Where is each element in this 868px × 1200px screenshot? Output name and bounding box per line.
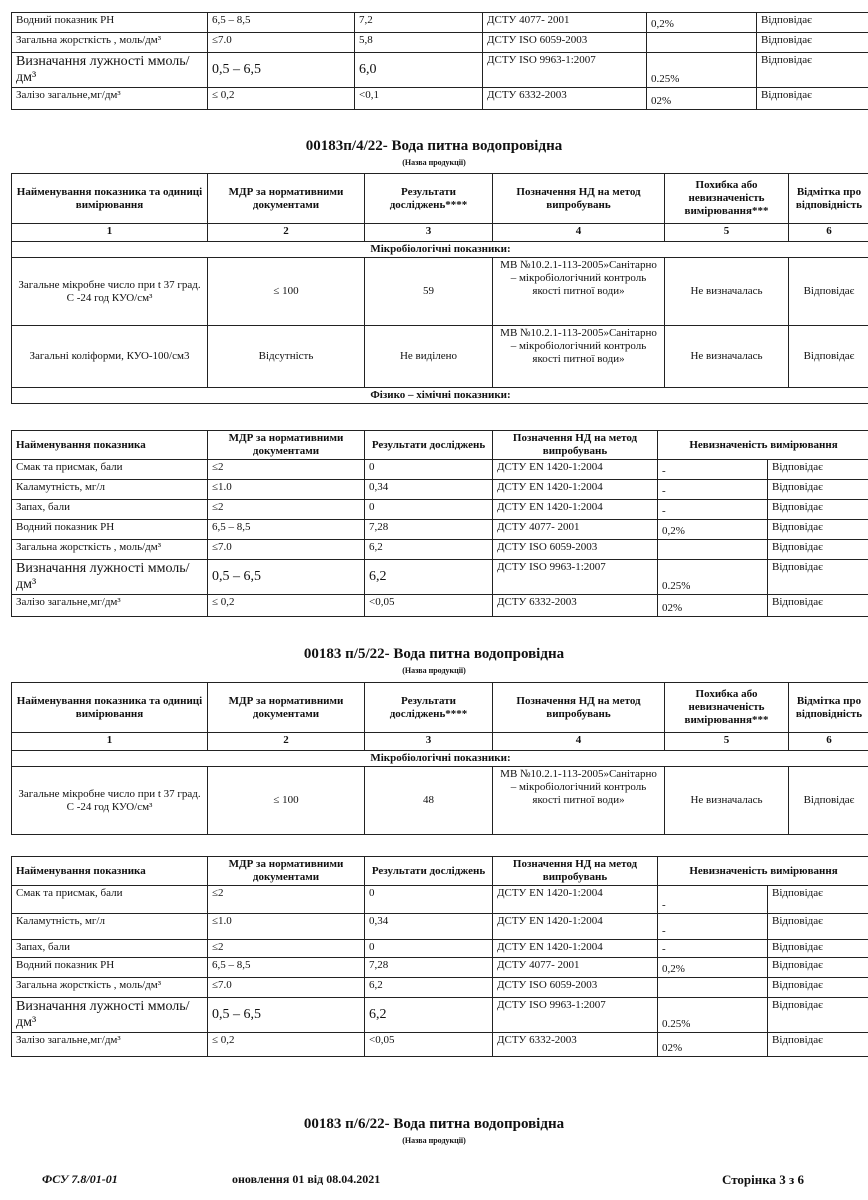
table-row: [12, 958, 868, 978]
method-document: МВ №10.2.1-113-2005»Санітарно – мікробіологічний контроль якості питної води»: [493, 767, 665, 835]
compliance-mark: Відповідає: [768, 560, 868, 595]
method-document: ДСТУ 4077- 2001: [493, 958, 658, 978]
method-document: ДСТУ EN 1420-1:2004: [493, 940, 658, 958]
column-header: МДР за нормативними документами: [208, 857, 365, 886]
method-document: МВ №10.2.1-113-2005»Санітарно – мікробіологічний контроль якості питної води»: [493, 326, 665, 388]
column-header: Найменування показника: [12, 431, 208, 460]
column-header: Відмітка про відповідність: [789, 174, 868, 224]
mdr-value: ≤1.0: [208, 480, 365, 500]
column-header: Найменування показника та одиниці вимірювання: [12, 683, 208, 733]
table-row: [12, 480, 868, 500]
column-number: 3: [365, 733, 493, 751]
section-label-micro: Мікробіологічні показники:: [12, 242, 868, 258]
column-number: 5: [665, 733, 789, 751]
indicator-name: Загальне мікробне число при t 37 град. С -24 год КУО/см³: [12, 767, 208, 835]
method-document: ДСТУ EN 1420-1:2004: [493, 500, 658, 520]
result-value: <0,05: [365, 595, 493, 617]
method-document: ДСТУ ISO 9963-1:2007: [483, 53, 647, 88]
method-document: ДСТУ EN 1420-1:2004: [493, 886, 658, 914]
indicator-name: Залізо загальне,мг/дм³: [12, 88, 208, 110]
indicator-name: Загальна жорсткість , моль/дм³: [12, 978, 208, 998]
compliance-mark: Відповідає: [768, 886, 868, 914]
column-number: 4: [493, 733, 665, 751]
result-value: Не виділено: [365, 326, 493, 388]
method-document: ДСТУ ISO 6059-2003: [483, 33, 647, 53]
compliance-mark: Відповідає: [768, 978, 868, 998]
result-value: 0,34: [365, 480, 493, 500]
uncertainty-value: Не визначалась: [665, 767, 789, 835]
table-row: [12, 500, 868, 520]
table-header-row: [12, 683, 868, 733]
method-document: ДСТУ ISO 6059-2003: [493, 540, 658, 560]
result-value: 0: [365, 886, 493, 914]
table-row: [12, 595, 868, 617]
compliance-mark: Відповідає: [768, 998, 868, 1033]
indicator-name: Загальна жорсткість , моль/дм³: [12, 33, 208, 53]
column-header: Відмітка про відповідність: [789, 683, 868, 733]
uncertainty-value: 02%: [658, 595, 768, 617]
table-row: [12, 914, 868, 940]
compliance-mark: Відповідає: [768, 480, 868, 500]
uncertainty-value: 0,2%: [658, 958, 768, 978]
column-header: Похибка або невизначеність вимірювання***: [665, 683, 789, 733]
uncertainty-value: 02%: [658, 1033, 768, 1057]
mdr-value: 0,5 – 6,5: [208, 53, 355, 88]
result-value: <0,1: [355, 88, 483, 110]
column-header: Позначення НД на метод випробувань: [493, 431, 658, 460]
mdr-value: ≤ 100: [208, 258, 365, 326]
uncertainty-value: -: [658, 480, 768, 500]
uncertainty-value: -: [658, 460, 768, 480]
compliance-mark: Відповідає: [789, 258, 868, 326]
mdr-value: ≤2: [208, 886, 365, 914]
column-header: Позначення НД на метод випробувань: [493, 683, 665, 733]
method-document: ДСТУ 4077- 2001: [483, 13, 647, 33]
indicator-name: Каламутність, мг/л: [12, 914, 208, 940]
indicator-name: Залізо загальне,мг/дм³: [12, 1033, 208, 1057]
mdr-value: ≤7.0: [208, 540, 365, 560]
uncertainty-value: -: [658, 914, 768, 940]
compliance-mark: Відповідає: [768, 540, 868, 560]
method-document: ДСТУ EN 1420-1:2004: [493, 914, 658, 940]
column-number: 6: [789, 224, 868, 242]
result-value: 59: [365, 258, 493, 326]
table-row: [12, 53, 868, 88]
mdr-value: 6,5 – 8,5: [208, 520, 365, 540]
column-number-row: [12, 733, 868, 751]
indicator-name: Каламутність, мг/л: [12, 480, 208, 500]
product-subtitle-5: (Назва продукції): [402, 666, 466, 675]
mdr-value: ≤2: [208, 940, 365, 958]
table-row: [12, 540, 868, 560]
table-row: [12, 940, 868, 958]
uncertainty-value: Не визначалась: [665, 258, 789, 326]
indicator-name: Водний показник РН: [12, 13, 208, 33]
column-header: Найменування показника та одиниці вимірювання: [12, 174, 208, 224]
table-row: [12, 520, 868, 540]
column-header: Результати досліджень****: [365, 683, 493, 733]
table-row: [12, 978, 868, 998]
compliance-mark: Відповідає: [757, 88, 868, 110]
result-value: 6,2: [365, 540, 493, 560]
mdr-value: ≤7.0: [208, 33, 355, 53]
uncertainty-value: 0,2%: [658, 520, 768, 540]
result-value: 6,0: [355, 53, 483, 88]
column-header: Невизначеність вимірювання: [658, 431, 868, 460]
column-number: 3: [365, 224, 493, 242]
method-document: ДСТУ EN 1420-1:2004: [493, 460, 658, 480]
compliance-mark: Відповідає: [768, 940, 868, 958]
method-document: ДСТУ ISO 9963-1:2007: [493, 998, 658, 1033]
mdr-value: 6,5 – 8,5: [208, 13, 355, 33]
column-number: 4: [493, 224, 665, 242]
column-header: МДР за нормативними документами: [208, 431, 365, 460]
table-micro-4: [11, 173, 868, 404]
table-row: [12, 998, 868, 1033]
column-number: 5: [665, 224, 789, 242]
table-header-row: [12, 857, 868, 886]
indicator-name: Визначання лужності ммоль/дм³: [12, 53, 208, 88]
compliance-mark: Відповідає: [768, 958, 868, 978]
table-header-row: [12, 431, 868, 460]
uncertainty-value: [647, 33, 757, 53]
table-row: [12, 767, 868, 835]
column-header: Найменування показника: [12, 857, 208, 886]
uncertainty-value: 0.25%: [658, 560, 768, 595]
footer-form-code: ФСУ 7.8/01-01: [42, 1172, 118, 1186]
uncertainty-value: 0.25%: [647, 53, 757, 88]
method-document: ДСТУ 4077- 2001: [493, 520, 658, 540]
uncertainty-value: -: [658, 500, 768, 520]
indicator-name: Визначання лужності ммоль/дм³: [12, 560, 208, 595]
column-number: 2: [208, 224, 365, 242]
indicator-name: Водний показник РН: [12, 520, 208, 540]
product-title-5: 00183 п/5/22- Вода питна водопровідна: [303, 646, 565, 662]
uncertainty-value: [658, 978, 768, 998]
compliance-mark: Відповідає: [757, 33, 868, 53]
result-value: 0: [365, 500, 493, 520]
product-title-6: 00183 п/6/22- Вода питна водопровідна: [303, 1116, 565, 1132]
column-header: Результати досліджень: [365, 431, 493, 460]
uncertainty-value: -: [658, 886, 768, 914]
table-row: [12, 886, 868, 914]
result-value: 7,28: [365, 958, 493, 978]
table-micro-5: [11, 682, 868, 835]
section-label-row: [12, 242, 868, 258]
column-header: МДР за нормативними документами: [208, 683, 365, 733]
indicator-name: Визначання лужності ммоль/дм³: [12, 998, 208, 1033]
result-value: 6,2: [365, 560, 493, 595]
product-subtitle-4: (Назва продукції): [402, 158, 466, 167]
method-document: ДСТУ EN 1420-1:2004: [493, 480, 658, 500]
section-label-row: [12, 388, 868, 404]
mdr-value: ≤ 0,2: [208, 595, 365, 617]
uncertainty-value: Не визначалась: [665, 326, 789, 388]
compliance-mark: Відповідає: [768, 520, 868, 540]
result-value: 0: [365, 460, 493, 480]
column-header: Похибка або невизначеність вимірювання***: [665, 174, 789, 224]
mdr-value: ≤ 0,2: [208, 1033, 365, 1057]
result-value: 48: [365, 767, 493, 835]
table-row: [12, 13, 868, 33]
table-row: [12, 258, 868, 326]
compliance-mark: Відповідає: [768, 595, 868, 617]
indicator-name: Водний показник РН: [12, 958, 208, 978]
result-value: 7,28: [365, 520, 493, 540]
product-title-4: 00183п/4/22- Вода питна водопровідна: [305, 138, 563, 154]
uncertainty-value: 0,2%: [647, 13, 757, 33]
footer-page-number: Сторінка 3 з 6: [722, 1172, 805, 1187]
product-subtitle-6: (Назва продукції): [402, 1136, 466, 1145]
column-header: Позначення НД на метод випробувань: [493, 857, 658, 886]
result-value: 6,2: [365, 998, 493, 1033]
result-value: 7,2: [355, 13, 483, 33]
method-document: ДСТУ 6332-2003: [483, 88, 647, 110]
section-label-micro: Мікробіологічні показники:: [12, 751, 868, 767]
uncertainty-value: 0.25%: [658, 998, 768, 1033]
mdr-value: ≤1.0: [208, 914, 365, 940]
table-phys-5: [11, 856, 868, 1057]
compliance-mark: Відповідає: [768, 500, 868, 520]
mdr-value: ≤ 100: [208, 767, 365, 835]
result-value: 5,8: [355, 33, 483, 53]
column-number: 2: [208, 733, 365, 751]
mdr-value: ≤7.0: [208, 978, 365, 998]
compliance-mark: Відповідає: [789, 767, 868, 835]
method-document: ДСТУ ISO 6059-2003: [493, 978, 658, 998]
uncertainty-value: 02%: [647, 88, 757, 110]
indicator-name: Загальна жорсткість , моль/дм³: [12, 540, 208, 560]
table-header-row: [12, 174, 868, 224]
result-value: 0,34: [365, 914, 493, 940]
table-row: [12, 1033, 868, 1057]
compliance-mark: Відповідає: [789, 326, 868, 388]
table-row: [12, 88, 868, 110]
indicator-name: Смак та присмак, бали: [12, 460, 208, 480]
table-phys-4: [11, 430, 868, 617]
table-row: [12, 326, 868, 388]
result-value: 6,2: [365, 978, 493, 998]
method-document: МВ №10.2.1-113-2005»Санітарно – мікробіологічний контроль якості питної води»: [493, 258, 665, 326]
indicator-name: Загальні коліформи, КУО-100/см3: [12, 326, 208, 388]
table-row: [12, 460, 868, 480]
mdr-value: ≤ 0,2: [208, 88, 355, 110]
indicator-name: Загальне мікробне число при t 37 град. С -24 год КУО/см³: [12, 258, 208, 326]
mdr-value: ≤2: [208, 460, 365, 480]
column-header: МДР за нормативними документами: [208, 174, 365, 224]
mdr-value: 0,5 – 6,5: [208, 560, 365, 595]
column-header: Позначення НД на метод випробувань: [493, 174, 665, 224]
indicator-name: Запах, бали: [12, 940, 208, 958]
table-row: [12, 560, 868, 595]
column-header: Результати досліджень: [365, 857, 493, 886]
column-header: Результати досліджень****: [365, 174, 493, 224]
compliance-mark: Відповідає: [768, 1033, 868, 1057]
section-label-row: [12, 751, 868, 767]
compliance-mark: Відповідає: [768, 914, 868, 940]
column-number: 1: [12, 733, 208, 751]
uncertainty-value: -: [658, 940, 768, 958]
table-row: [12, 33, 868, 53]
indicator-name: Смак та присмак, бали: [12, 886, 208, 914]
compliance-mark: Відповідає: [757, 13, 868, 33]
method-document: ДСТУ 6332-2003: [493, 595, 658, 617]
footer-update: оновлення 01 від 08.04.2021: [232, 1172, 381, 1186]
column-number-row: [12, 224, 868, 242]
method-document: ДСТУ ISO 9963-1:2007: [493, 560, 658, 595]
mdr-value: ≤2: [208, 500, 365, 520]
mdr-value: Відсутність: [208, 326, 365, 388]
result-value: 0: [365, 940, 493, 958]
column-header: Невизначеність вимірювання: [658, 857, 868, 886]
column-number: 6: [789, 733, 868, 751]
indicator-name: Запах, бали: [12, 500, 208, 520]
column-number: 1: [12, 224, 208, 242]
method-document: ДСТУ 6332-2003: [493, 1033, 658, 1057]
compliance-mark: Відповідає: [757, 53, 868, 88]
compliance-mark: Відповідає: [768, 460, 868, 480]
section-label-physchem: Фізико – хімічні показники:: [12, 388, 868, 404]
result-value: <0,05: [365, 1033, 493, 1057]
uncertainty-value: [658, 540, 768, 560]
mdr-value: 6,5 – 8,5: [208, 958, 365, 978]
indicator-name: Залізо загальне,мг/дм³: [12, 595, 208, 617]
mdr-value: 0,5 – 6,5: [208, 998, 365, 1033]
table-top-physchem: [11, 12, 868, 110]
